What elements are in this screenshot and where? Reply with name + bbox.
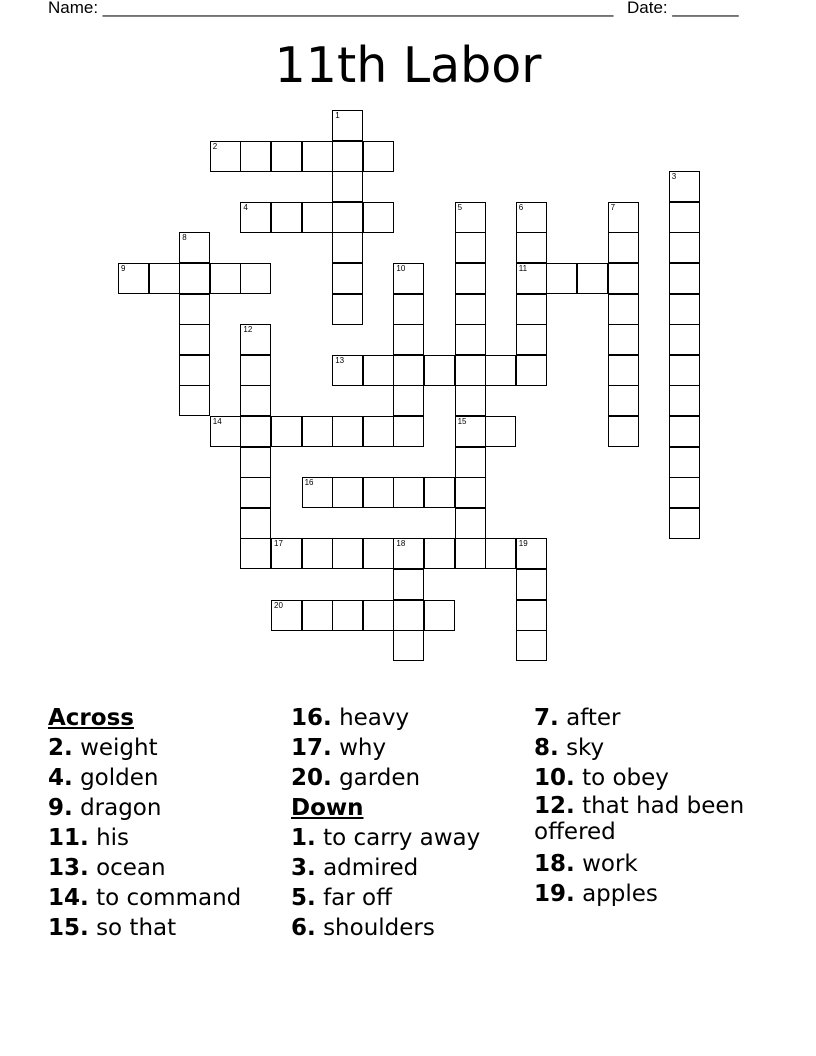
cell-number: 19	[518, 539, 528, 549]
grid-cell[interactable]	[210, 263, 241, 294]
grid-cell[interactable]	[332, 263, 363, 294]
cell-number: 14	[212, 417, 222, 426]
down-heading: Down	[291, 795, 364, 821]
clue-column-3	[534, 703, 774, 909]
grid-cell[interactable]	[669, 171, 700, 202]
grid-cell[interactable]	[393, 569, 424, 600]
grid-cell[interactable]	[179, 385, 210, 416]
clue-across-13: 13. ocean	[48, 855, 166, 881]
cell-number: 6	[518, 202, 524, 212]
grid-cell[interactable]	[516, 600, 547, 631]
grid-cell[interactable]	[240, 416, 271, 447]
grid-cell[interactable]	[393, 600, 424, 631]
cell-number: 3	[671, 172, 677, 182]
grid-cell[interactable]	[271, 202, 302, 233]
grid-cell[interactable]	[179, 324, 210, 355]
grid-cell[interactable]	[424, 600, 455, 631]
grid-cell[interactable]	[455, 416, 486, 447]
clue-across-4: 4. golden	[48, 765, 159, 791]
grid-cell[interactable]	[179, 232, 210, 263]
grid-cell[interactable]	[608, 232, 639, 263]
grid-cell[interactable]	[608, 324, 639, 355]
grid-cell[interactable]	[424, 355, 455, 386]
grid-cell[interactable]	[393, 630, 424, 661]
grid-cell[interactable]	[516, 263, 547, 294]
grid-cell[interactable]	[516, 294, 547, 325]
cell-number: 8	[182, 233, 187, 243]
cell-number: 7	[610, 202, 616, 212]
cell-number: 17	[274, 539, 283, 549]
cell-number: 16	[304, 478, 314, 488]
grid-cell[interactable]	[332, 202, 363, 233]
grid-cell[interactable]	[363, 538, 394, 569]
grid-cell[interactable]	[210, 141, 241, 172]
grid-cell[interactable]	[240, 477, 271, 508]
cell-number: 20	[274, 600, 283, 610]
cell-number: 9	[121, 264, 126, 273]
grid-cell[interactable]	[608, 416, 639, 447]
clue-across-20: 20. garden	[291, 765, 421, 791]
grid-cell[interactable]	[546, 263, 577, 294]
clue-down-7: 7. after	[534, 705, 621, 731]
grid-cell[interactable]	[455, 324, 486, 355]
grid-cell[interactable]	[669, 324, 700, 355]
clue-across-11: 11. his	[48, 825, 130, 851]
grid-cell[interactable]	[669, 232, 700, 263]
grid-cell[interactable]	[516, 355, 547, 386]
grid-cell[interactable]	[332, 232, 363, 263]
clue-down-8: 8. sky	[534, 735, 605, 761]
grid-cell[interactable]	[302, 600, 333, 631]
grid-cell[interactable]	[393, 263, 424, 294]
grid-cell[interactable]	[455, 294, 486, 325]
grid-cell[interactable]	[669, 447, 700, 478]
clue-column-1	[48, 703, 241, 943]
grid-cell[interactable]	[455, 447, 486, 478]
grid-cell[interactable]	[332, 477, 363, 508]
grid-cell[interactable]	[332, 355, 363, 386]
puzzle-title: 11th Labor	[274, 37, 542, 94]
grid-cell[interactable]	[516, 538, 547, 569]
cell-number: 15	[457, 417, 467, 426]
grid-cell[interactable]	[669, 355, 700, 386]
grid-cell[interactable]	[608, 263, 639, 294]
grid-cell[interactable]	[393, 416, 424, 447]
cell-number: 5	[457, 202, 463, 212]
grid-cell[interactable]	[424, 477, 455, 508]
date-field[interactable]: Date: _______	[627, 0, 739, 17]
grid-cell[interactable]	[363, 141, 394, 172]
name-field[interactable]: Name: ______________________________________________________	[48, 0, 614, 17]
clue-down-5: 5. far off	[291, 885, 392, 911]
grid-cell[interactable]	[669, 477, 700, 508]
grid-cell[interactable]	[485, 355, 516, 386]
grid-cell[interactable]	[363, 416, 394, 447]
grid-cell[interactable]	[302, 141, 333, 172]
grid-cell[interactable]	[302, 202, 333, 233]
grid-cell[interactable]	[271, 538, 302, 569]
grid-cell[interactable]	[608, 294, 639, 325]
grid-cell[interactable]	[332, 110, 363, 141]
clue-down-6: 6. shoulders	[291, 915, 435, 941]
grid-cell[interactable]	[516, 630, 547, 661]
clue-across-14: 14. to command	[48, 885, 242, 911]
grid-cell[interactable]	[669, 508, 700, 539]
grid-cell[interactable]	[240, 385, 271, 416]
grid-cell[interactable]	[669, 294, 700, 325]
clue-down-18: 18. work	[534, 851, 638, 877]
cell-number: 4	[243, 202, 248, 212]
grid-cell[interactable]	[210, 416, 241, 447]
grid-cell[interactable]	[669, 263, 700, 294]
grid-cell[interactable]	[332, 416, 363, 447]
grid-cell[interactable]	[179, 263, 210, 294]
grid-cell[interactable]	[516, 232, 547, 263]
grid-cell[interactable]	[516, 569, 547, 600]
grid-cell[interactable]	[669, 416, 700, 447]
grid-cell[interactable]	[455, 202, 486, 233]
grid-cell[interactable]	[393, 355, 424, 386]
grid-cell[interactable]	[271, 141, 302, 172]
grid-cell[interactable]	[363, 477, 394, 508]
clue-down-1: 1. to carry away	[291, 825, 481, 851]
grid-cell[interactable]	[240, 447, 271, 478]
grid-cell[interactable]	[608, 202, 639, 233]
grid-cell[interactable]	[608, 385, 639, 416]
grid-cell[interactable]	[302, 416, 333, 447]
clue-down-3: 3. admired	[291, 855, 419, 881]
grid-cell[interactable]	[179, 355, 210, 386]
cell-number: 12	[243, 325, 253, 335]
grid-cell[interactable]	[240, 141, 271, 172]
grid-cell[interactable]	[179, 294, 210, 325]
grid-cell[interactable]	[455, 355, 486, 386]
cell-number: 13	[335, 355, 345, 365]
grid-cell[interactable]	[149, 263, 180, 294]
clue-down-19: 19. apples	[534, 881, 658, 907]
grid-cell[interactable]	[608, 355, 639, 386]
grid-cell[interactable]	[516, 324, 547, 355]
grid-cell[interactable]	[485, 416, 516, 447]
grid-cell[interactable]	[332, 600, 363, 631]
grid-cell[interactable]	[577, 263, 608, 294]
cell-number: 1	[335, 111, 340, 120]
grid-cell[interactable]	[485, 538, 516, 569]
grid-cell[interactable]	[118, 263, 149, 294]
grid-cell[interactable]	[393, 324, 424, 355]
grid-cell[interactable]	[455, 508, 486, 539]
grid-cell[interactable]	[455, 385, 486, 416]
grid-cell[interactable]	[332, 538, 363, 569]
grid-cell[interactable]	[240, 508, 271, 539]
across-heading: Across	[48, 705, 134, 731]
grid-cell[interactable]	[240, 538, 271, 569]
grid-cell[interactable]	[455, 232, 486, 263]
grid-cell[interactable]	[240, 355, 271, 386]
clue-across-16: 16. heavy	[291, 705, 410, 731]
grid-cell[interactable]	[271, 416, 302, 447]
grid-cell[interactable]	[302, 477, 333, 508]
grid-cell[interactable]	[332, 141, 363, 172]
clue-across-2: 2. weight	[48, 735, 158, 761]
grid-cell[interactable]	[240, 263, 271, 294]
grid-cell[interactable]	[393, 385, 424, 416]
cell-number: 10	[396, 264, 406, 273]
clue-across-15: 15. so that	[48, 915, 177, 941]
clue-across-17: 17. why	[291, 735, 387, 761]
cell-number: 2	[212, 141, 218, 151]
grid-cell[interactable]	[455, 263, 486, 294]
grid-cell[interactable]	[363, 600, 394, 631]
grid-cell[interactable]	[455, 538, 486, 569]
cell-number: 11	[518, 264, 528, 273]
grid-cell[interactable]	[332, 171, 363, 202]
clue-across-9: 9. dragon	[48, 795, 162, 821]
grid-cell[interactable]	[424, 538, 455, 569]
grid-cell[interactable]	[240, 324, 271, 355]
grid-cell[interactable]	[332, 294, 363, 325]
clue-column-2	[291, 703, 480, 943]
grid-cell[interactable]	[363, 202, 394, 233]
grid-cell[interactable]	[240, 202, 271, 233]
grid-cell[interactable]	[393, 294, 424, 325]
grid-cell[interactable]	[669, 385, 700, 416]
grid-cell[interactable]	[455, 477, 486, 508]
grid-cell[interactable]	[516, 202, 547, 233]
grid-cell[interactable]	[393, 538, 424, 569]
clue-down-10: 10. to obey	[534, 765, 669, 791]
grid-cell[interactable]	[363, 355, 394, 386]
grid-cell[interactable]	[271, 600, 302, 631]
grid-cell[interactable]	[669, 202, 700, 233]
grid-cell[interactable]	[393, 477, 424, 508]
cell-number: 18	[396, 539, 406, 549]
grid-cell[interactable]	[302, 538, 333, 569]
clue-down-12: 12. that had been offered	[534, 793, 745, 845]
